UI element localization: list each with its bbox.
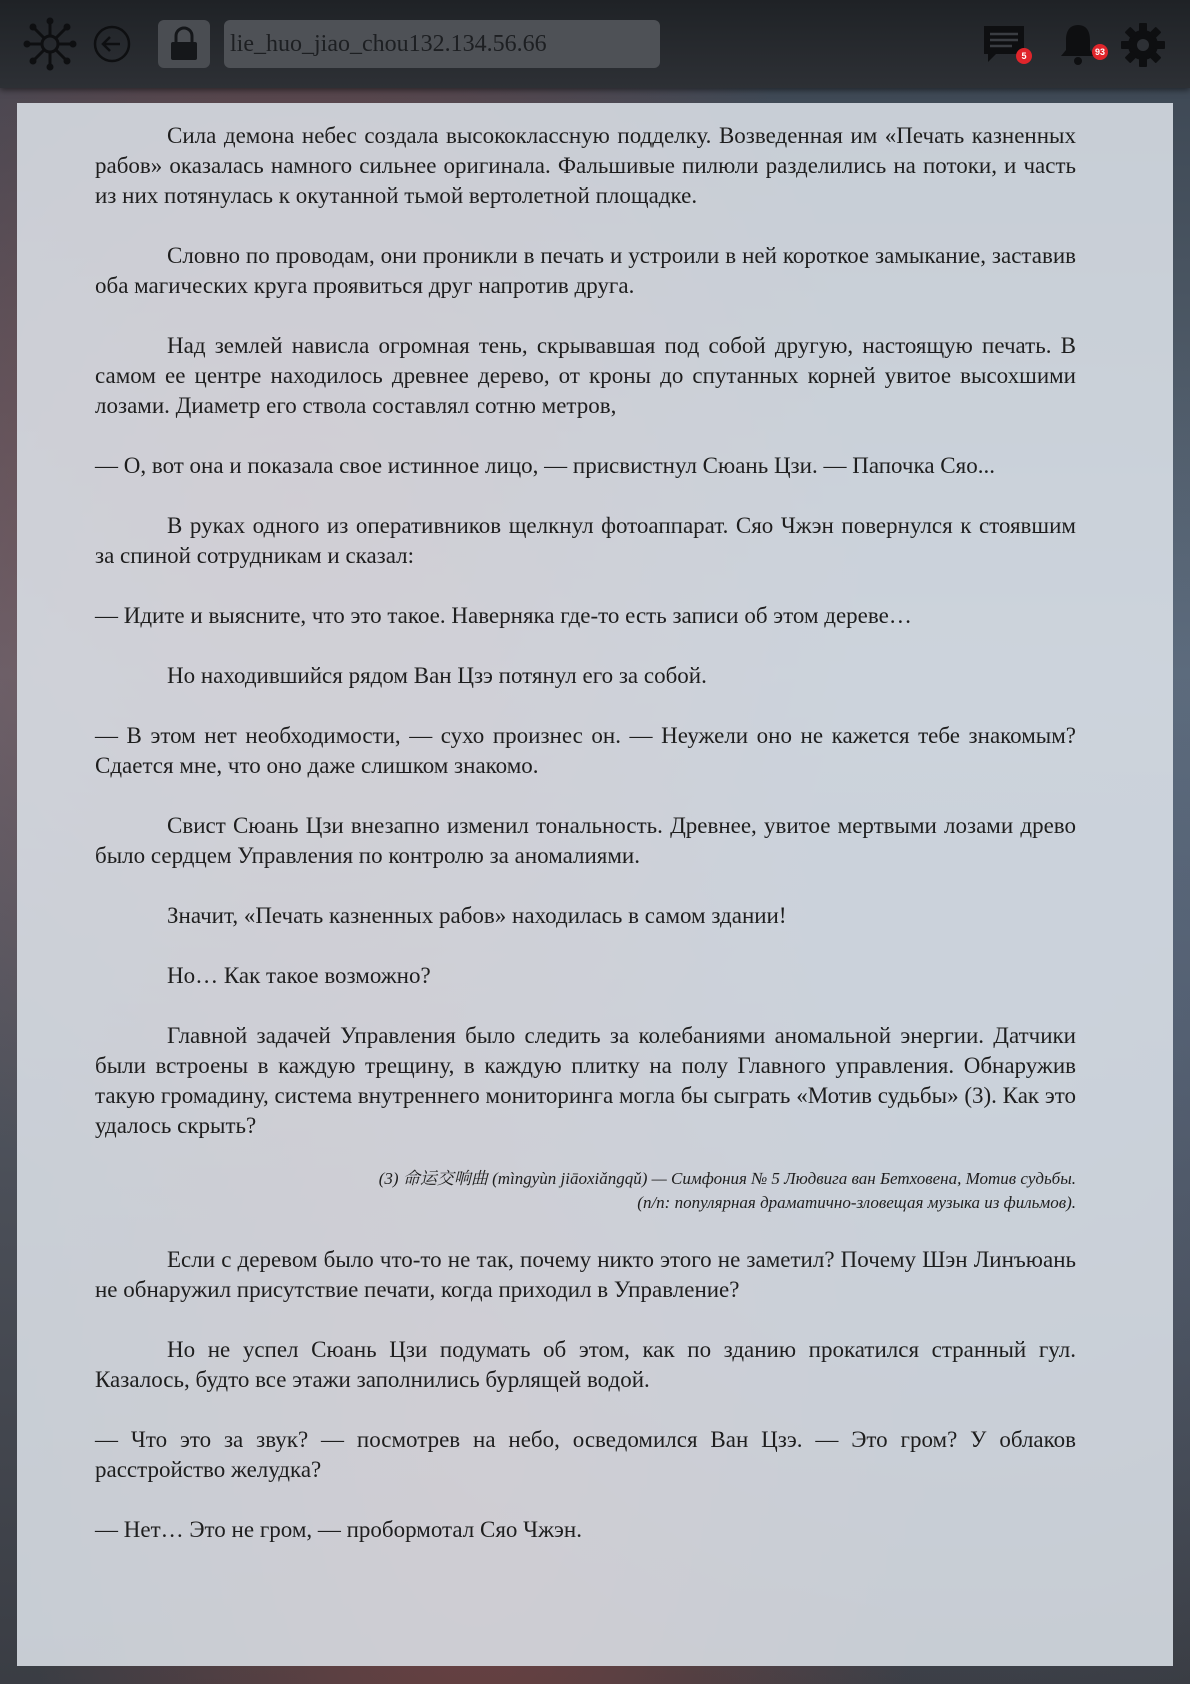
settings-gear-icon[interactable]	[1118, 20, 1168, 70]
lock-icon[interactable]	[158, 20, 210, 68]
paragraph: В руках одного из оперативников щелкнул фотоаппарат. Сяо Чжэн повернулся к стоявшим за спиной сотрудникам и сказал:	[95, 513, 1076, 568]
footnote	[95, 1167, 1076, 1215]
top-toolbar	[0, 0, 1190, 88]
paragraph: Но находившийся рядом Ван Цзэ потянул его за собой.	[167, 663, 707, 688]
notifications-badge: 93	[1092, 44, 1108, 60]
paragraph: Свист Сюань Цзи внезапно изменил тональность. Древнее, увитое мертвыми лозами древо было сердцем Управления по контролю за аномалиями.	[95, 813, 1076, 868]
paragraph: — Идите и выясните, что это такое. Наверняка где-то есть записи об этом дереве…	[95, 603, 912, 628]
paragraph: — Нет… Это не гром, — пробормотал Сяо Чжэн.	[95, 1517, 582, 1542]
bell-icon	[1058, 22, 1098, 66]
paragraph: Главной задачей Управления было следить за колебаниями аномальной энергии. Датчики были встроены в каждую трещину, в каждую плитку на полу Главного управления. Обнаружив такую громадину, система внутреннего мониторинга могла бы сыграть «Мотив судьбы» (3). Как это удалось скрыть?	[95, 1023, 1076, 1138]
paragraph: Значит, «Печать казненных рабов» находилась в самом здании!	[167, 903, 787, 928]
paragraph: — О, вот она и показала свое истинное лицо, — присвистнул Сюань Цзи. — Папочка Сяо...	[95, 453, 995, 478]
address-input[interactable]	[224, 20, 660, 68]
footnote-line: (3) 命运交响曲 (mìngyùn jiāoxiǎngqǔ) — Симфония № 5 Людвига ван Бетховена, Мотив судьбы.	[378, 1169, 1076, 1188]
messages-badge: 5	[1016, 48, 1032, 64]
paragraph: Но… Как такое возможно?	[167, 963, 431, 988]
paragraph: Но не успел Сюань Цзи подумать об этом, как по зданию прокатился странный гул. Казалось, будто все этажи заполнились бурлящей водой.	[95, 1337, 1076, 1392]
paragraph: — Что это за звук? — посмотрев на небо, осведомился Ван Цзэ. — Это гром? У облаков расстройство желудка?	[95, 1427, 1076, 1482]
messages-button[interactable]	[980, 22, 1028, 66]
paragraph: — В этом нет необходимости, — сухо произнес он. — Неужели оно не кажется тебе знакомым? Сдается мне, что оно даже слишком знакомо.	[95, 723, 1076, 778]
footnote-line: (п/п: популярная драматично-зловещая музыка из фильмов).	[637, 1193, 1076, 1212]
paragraph: Сила демона небес создала высококлассную подделку. Возведенная им «Печать казненных рабов» оказалась намного сильнее оригинала. Фальшивые пилюли разделились на потоки, и часть из них потянулась к окутанной тьмой вертолетной площадке.	[95, 123, 1076, 208]
reader-text-panel	[17, 103, 1173, 1666]
paragraph: Над землей нависла огромная тень, скрывавшая под собой другую, настоящую печать. В самом ее центре находилось древнее дерево, от кроны до спутанных корней увитое высохшими лозами. Диаметр его ствола составлял сотню метров,	[95, 333, 1076, 418]
back-arrow-icon[interactable]	[92, 24, 132, 64]
paragraph: Словно по проводам, они проникли в печать и устроили в ней короткое замыкание, заставив оба магических круга проявиться друг напротив друга.	[95, 243, 1076, 298]
paragraph: Если с деревом было что-то не так, почему никто этого не заметил? Почему Шэн Линъюань не обнаружил присутствие печати, когда приходил в Управление?	[95, 1247, 1076, 1302]
hub-logo-icon[interactable]	[22, 16, 78, 72]
notifications-button[interactable]	[1054, 20, 1105, 68]
